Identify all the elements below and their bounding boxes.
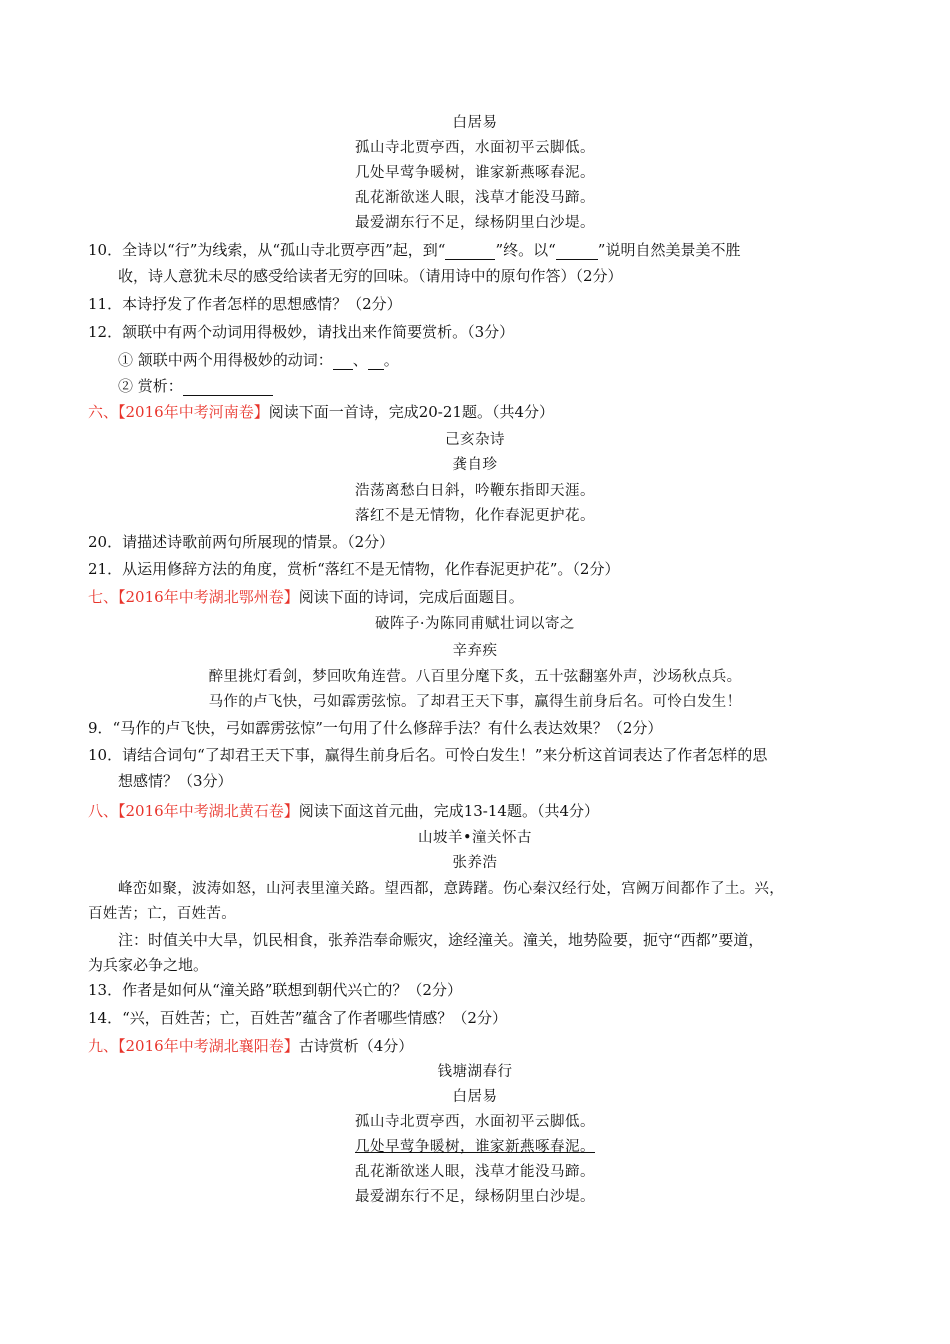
question-text: 10．全诗以“行”为线索，从“孤山寺北贾亭西”起，到“ [88, 241, 446, 259]
poem5-line: 最爱湖东行不足，绿杨阴里白沙堤。 [355, 1189, 595, 1205]
section-number: 八、 [88, 802, 119, 820]
poem2-line: 浩荡离愁白日斜，吟鞭东指即天涯。 [355, 483, 595, 499]
section-8-header [88, 801, 870, 821]
annotation-note-cont: 为兵家必争之地。 [88, 956, 209, 974]
answer-blank[interactable] [445, 245, 495, 260]
poem4-author: 张养浩 [452, 855, 498, 871]
poem2-title: 己亥杂诗 [445, 432, 505, 448]
answer-blank[interactable] [333, 355, 353, 370]
section-9-header [88, 1036, 870, 1056]
section-text: 古诗赏析（4分） [298, 1037, 414, 1055]
poem1-line: 几处早莺争暖树，谁家新燕啄春泥。 [355, 165, 595, 181]
poem5-author: 白居易 [452, 1089, 498, 1105]
question-12: 12．颔联中有两个动词用得极妙，请找出来作简要赏析。（3分） [88, 323, 515, 341]
poem1-line: 乱花渐欲迷人眼，浅草才能没马蹄。 [355, 190, 595, 206]
section-text: 阅读下面一首诗，完成20-21题。（共4分） [268, 403, 554, 421]
question-20: 20．请描述诗歌前两句所展现的情景。（2分） [88, 533, 395, 551]
section-number: 六、 [88, 403, 119, 421]
section-number: 九、 [88, 1037, 119, 1055]
answer-blank[interactable] [368, 355, 384, 370]
poem3-line: 醉里挑灯看剑，梦回吹角连营。八百里分麾下炙，五十弦翻塞外声，沙场秋点兵。 [208, 669, 742, 685]
poem1-line: 孤山寺北贾亭西，水面初平云脚低。 [355, 140, 595, 156]
poem5-line-underlined [0, 1137, 950, 1157]
poem3-title: 破阵子·为陈同甫赋壮词以寄之 [374, 616, 576, 632]
section-number: 七、 [88, 588, 119, 606]
section-7-header [88, 587, 870, 607]
source-tag: 【2016年中考湖北黄石卷】 [118, 802, 299, 820]
poem5-line: 乱花渐欲迷人眼，浅草才能没马蹄。 [355, 1164, 595, 1180]
poem4-text-cont: 百姓苦；亡，百姓苦。 [88, 906, 236, 922]
answer-blank[interactable] [556, 245, 598, 260]
poem3-line: 马作的卢飞快，弓如霹雳弦惊。了却君王天下事，赢得生前身后名。可怜白发生！ [208, 694, 742, 710]
question-10b-cont: 想感情？（3分） [118, 772, 233, 790]
poem3-author: 辛弃疾 [452, 643, 498, 659]
question-text: 。 [383, 351, 399, 369]
poem5-line: 孤山寺北贾亭西，水面初平云脚低。 [355, 1114, 595, 1130]
question-10 [88, 240, 870, 260]
poem4-title: 山坡羊•潼关怀古 [417, 830, 533, 846]
section-6-header [88, 402, 870, 422]
poem4-text: 峰峦如聚，波涛如怒，山河表里潼关路。望西都，意踌躇。伤心秦汉经行处，宫阙万间都作了土。兴， [118, 881, 784, 897]
question-9: 9．“马作的卢飞快，弓如霹雳弦惊”一句用了什么修辞手法？有什么表达效果？（2分） [88, 719, 663, 737]
poem2-author: 龚自珍 [452, 457, 498, 473]
answer-blank[interactable] [183, 381, 273, 396]
question-12-part1 [118, 350, 870, 370]
question-text: 、 [352, 351, 368, 369]
poem2-line: 落红不是无情物，化作春泥更护花。 [355, 508, 595, 524]
question-text: ① 颔联中两个用得极妙的动词： [118, 351, 333, 369]
underlined-text: 几处早莺争暖树，谁家新燕啄春泥。 [355, 1139, 595, 1155]
question-14: 14．“兴，百姓苦；亡，百姓苦”蕴含了作者哪些情感？（2分） [88, 1009, 507, 1027]
question-21: 21．从运用修辞方法的角度，赏析“落红不是无情物，化作春泥更护花”。（2分） [88, 560, 620, 578]
question-11: 11．本诗抒发了作者怎样的思想感情？（2分） [88, 295, 402, 313]
question-12-part2 [118, 376, 870, 396]
source-tag: 【2016年中考湖北鄂州卷】 [118, 588, 299, 606]
question-10-cont: 收，诗人意犹未尽的感受给读者无穷的回味。（请用诗中的原句作答）（2分） [118, 267, 623, 285]
source-tag: 【2016年中考河南卷】 [118, 403, 269, 421]
poem1-line: 最爱湖东行不足，绿杨阴里白沙堤。 [355, 215, 595, 231]
question-text: ”说明自然美景美不胜 [597, 241, 741, 259]
section-text: 阅读下面的诗词，完成后面题目。 [298, 588, 524, 606]
section-text: 阅读下面这首元曲，完成13-14题。（共4分） [298, 802, 599, 820]
question-text: ”终。以“ [495, 241, 556, 259]
source-tag: 【2016年中考湖北襄阳卷】 [118, 1037, 299, 1055]
question-13: 13．作者是如何从“潼关路”联想到朝代兴亡的？（2分） [88, 981, 462, 999]
question-text: ② 赏析： [118, 377, 183, 395]
poem5-title: 钱塘湖春行 [437, 1064, 513, 1080]
annotation-note: 注：时值关中大旱，饥民相食，张养浩奉命赈灾，途经潼关。潼关，地势险要，扼守“西都”要道， [118, 931, 764, 949]
question-10b: 10．请结合词句“了却君王天下事，赢得生前身后名。可怜白发生！”来分析这首词表达了作者怎样的思 [88, 746, 768, 764]
poem1-author: 白居易 [452, 115, 498, 131]
